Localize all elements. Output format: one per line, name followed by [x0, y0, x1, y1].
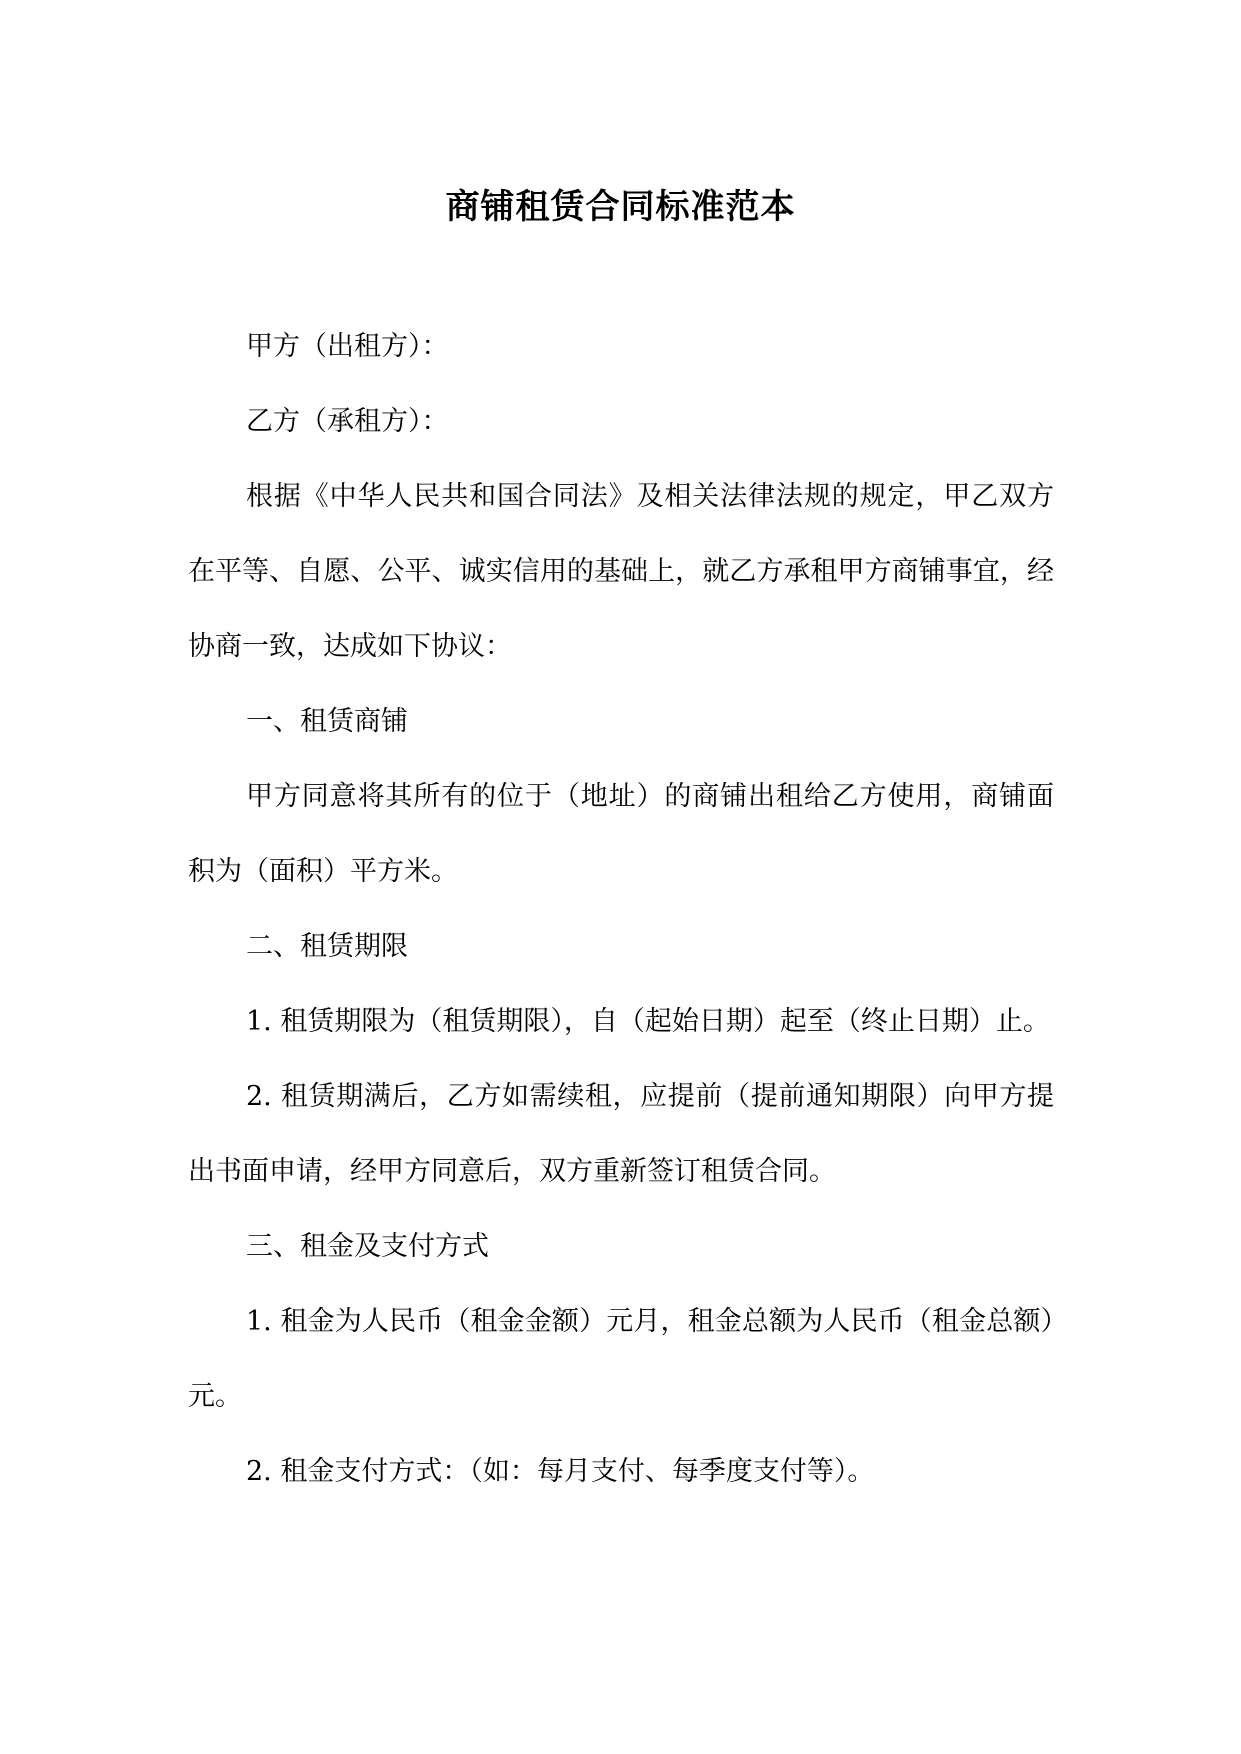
section-2-clause-1: 1. 租赁期限为（租赁期限），自（起始日期）起至（终止日期）止。: [246, 1006, 1050, 1037]
party-a-line: 甲方（出租方）：: [246, 331, 449, 362]
party-b-line: 乙方（承租方）：: [246, 406, 449, 437]
section-heading-3: 三、租金及支付方式: [246, 1231, 489, 1262]
section-heading-2: 二、租赁期限: [246, 931, 408, 962]
section-3-clause-2: 2. 租金支付方式：（如：每月支付、每季度支付等）。: [246, 1456, 875, 1487]
section-3-clause-1: 1. 租金为人民币（租金金额）元月，租金总额为人民币（租金总额）元。: [188, 1306, 1054, 1412]
preamble-paragraph: 根据《中华人民共和国合同法》及相关法律法规的规定，甲乙双方在平等、自愿、公平、诚实信用的基础上，就乙方承租甲方商铺事宜，经协商一致，达成如下协议：: [188, 481, 1054, 662]
section-1-paragraph: 甲方同意将其所有的位于（地址）的商铺出租给乙方使用，商铺面积为（面积）平方米。: [188, 781, 1054, 887]
document-body: [188, 309, 1054, 1509]
document-title: 商铺租赁合同标准范本: [445, 187, 796, 227]
section-2-clause-2: 2. 租赁期满后，乙方如需续租，应提前（提前通知期限）向甲方提出书面申请，经甲方同意后，双方重新签订租赁合同。: [188, 1081, 1054, 1187]
section-heading-1: 一、租赁商铺: [246, 706, 408, 737]
